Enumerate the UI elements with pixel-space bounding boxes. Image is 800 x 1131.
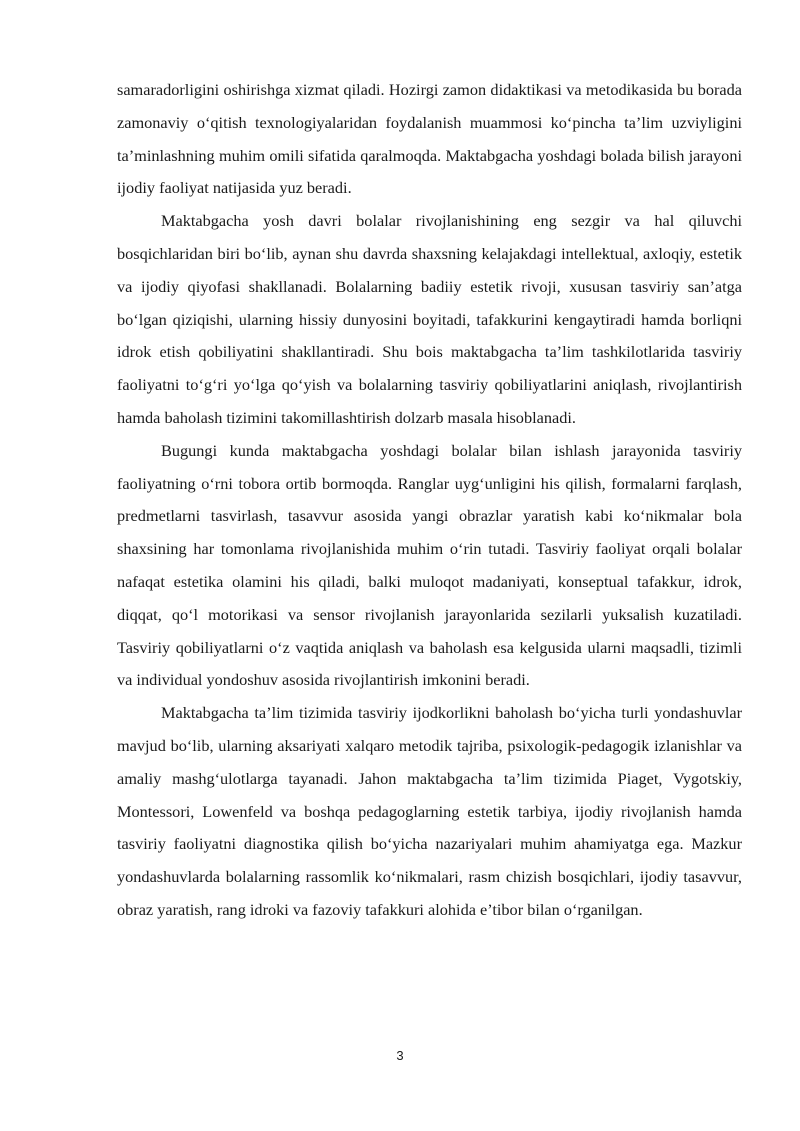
paragraph: Maktabgacha ta’lim tizimida tasviriy ijodkorlikni baholash bo‘yicha turli yondashuvlar mavjud bo‘lib, ularning aksariyati xalqaro metodik tajriba, psixologik-pedagogik izlanishlar va amaliy mashg‘ulotlarga tayanadi. Jahon maktabgacha ta’lim tizimida Piaget, Vygotskiy, Montessori, Lowenfeld va boshqa pedagoglarning estetik tarbiya, ijodiy rivojlanish hamda tasviriy faoliyatni diagnostika qilish bo‘yicha nazariyalari muhim ahamiyatga ega. Mazkur yondashuvlarda bolalarning rassomlik ko‘nikmalari, rasm chizish bosqichlari, ijodiy tasavvur, obraz yaratish, rang idroki va fazoviy tafakkuri alohida e’tibor bilan o‘rganilgan. [117, 703, 742, 919]
paragraph: Bugungi kunda maktabgacha yoshdagi bolalar bilan ishlash jarayonida tasviriy faoliyatning o‘rni tobora ortib bormoqda. Ranglar uyg‘unligini his qilish, formalarni farqlash, predmetlarni tasvirlash, tasavvur asosida yangi obrazlar yaratish kabi ko‘nikmalar bola shaxsining har tomonlama rivojlanishida muhim o‘rin tutadi. Tasviriy faoliyat orqali bolalar nafaqat estetika olamini his qiladi, balki muloqot madaniyati, konseptual tafakkur, idrok, diqqat, qo‘l motorikasi va sensor rivojlanish jarayonlarida sezilarli yuksalish kuzatiladi. Tasviriy qobiliyatlarni o‘z vaqtida aniqlash va baholash esa kelgusida ularni maqsadli, tizimli va individual yondoshuv asosida rivojlantirish imkonini beradi. [117, 440, 742, 690]
paragraph-continuation: samaradorligini oshirishga xizmat qiladi. Hozirgi zamon didaktikasi va metodikasida bu borada zamonaviy o‘qitish texnologiyalaridan foydalanish muammosi ko‘pincha ta’lim uzviyligini ta’minlashning muhim omili sifatida qaralmoqda. Maktabgacha yoshdagi bolada bilish jarayoni ijodiy faoliyat natijasida yuz beradi. [117, 80, 742, 198]
paragraph: Maktabgacha yosh davri bolalar rivojlanishining eng sezgir va hal qiluvchi bosqichlaridan biri bo‘lib, aynan shu davrda shaxsning kelajakdagi intellektual, axloqiy, estetik va ijodiy qiyofasi shakllanadi. Bolalarning badiiy estetik rivoji, xususan tasviriy san’atga bo‘lgan qiziqishi, ularning hissiy dunyosini boyitadi, tafakkurini kengaytiradi hamda borliqni idrok etish qobiliyatini shakllantiradi. Shu bois maktabgacha ta’lim tashkilotlarida tasviriy faoliyatni to‘g‘ri yo‘lga qo‘yish va bolalarning tasviriy qobiliyatlarini aniqlash, rivojlantirish hamda baholash tizimini takomillashtirish dolzarb masala hisoblanadi. [117, 211, 742, 427]
page-number: 3 [396, 1048, 404, 1063]
page-body [117, 74, 742, 927]
